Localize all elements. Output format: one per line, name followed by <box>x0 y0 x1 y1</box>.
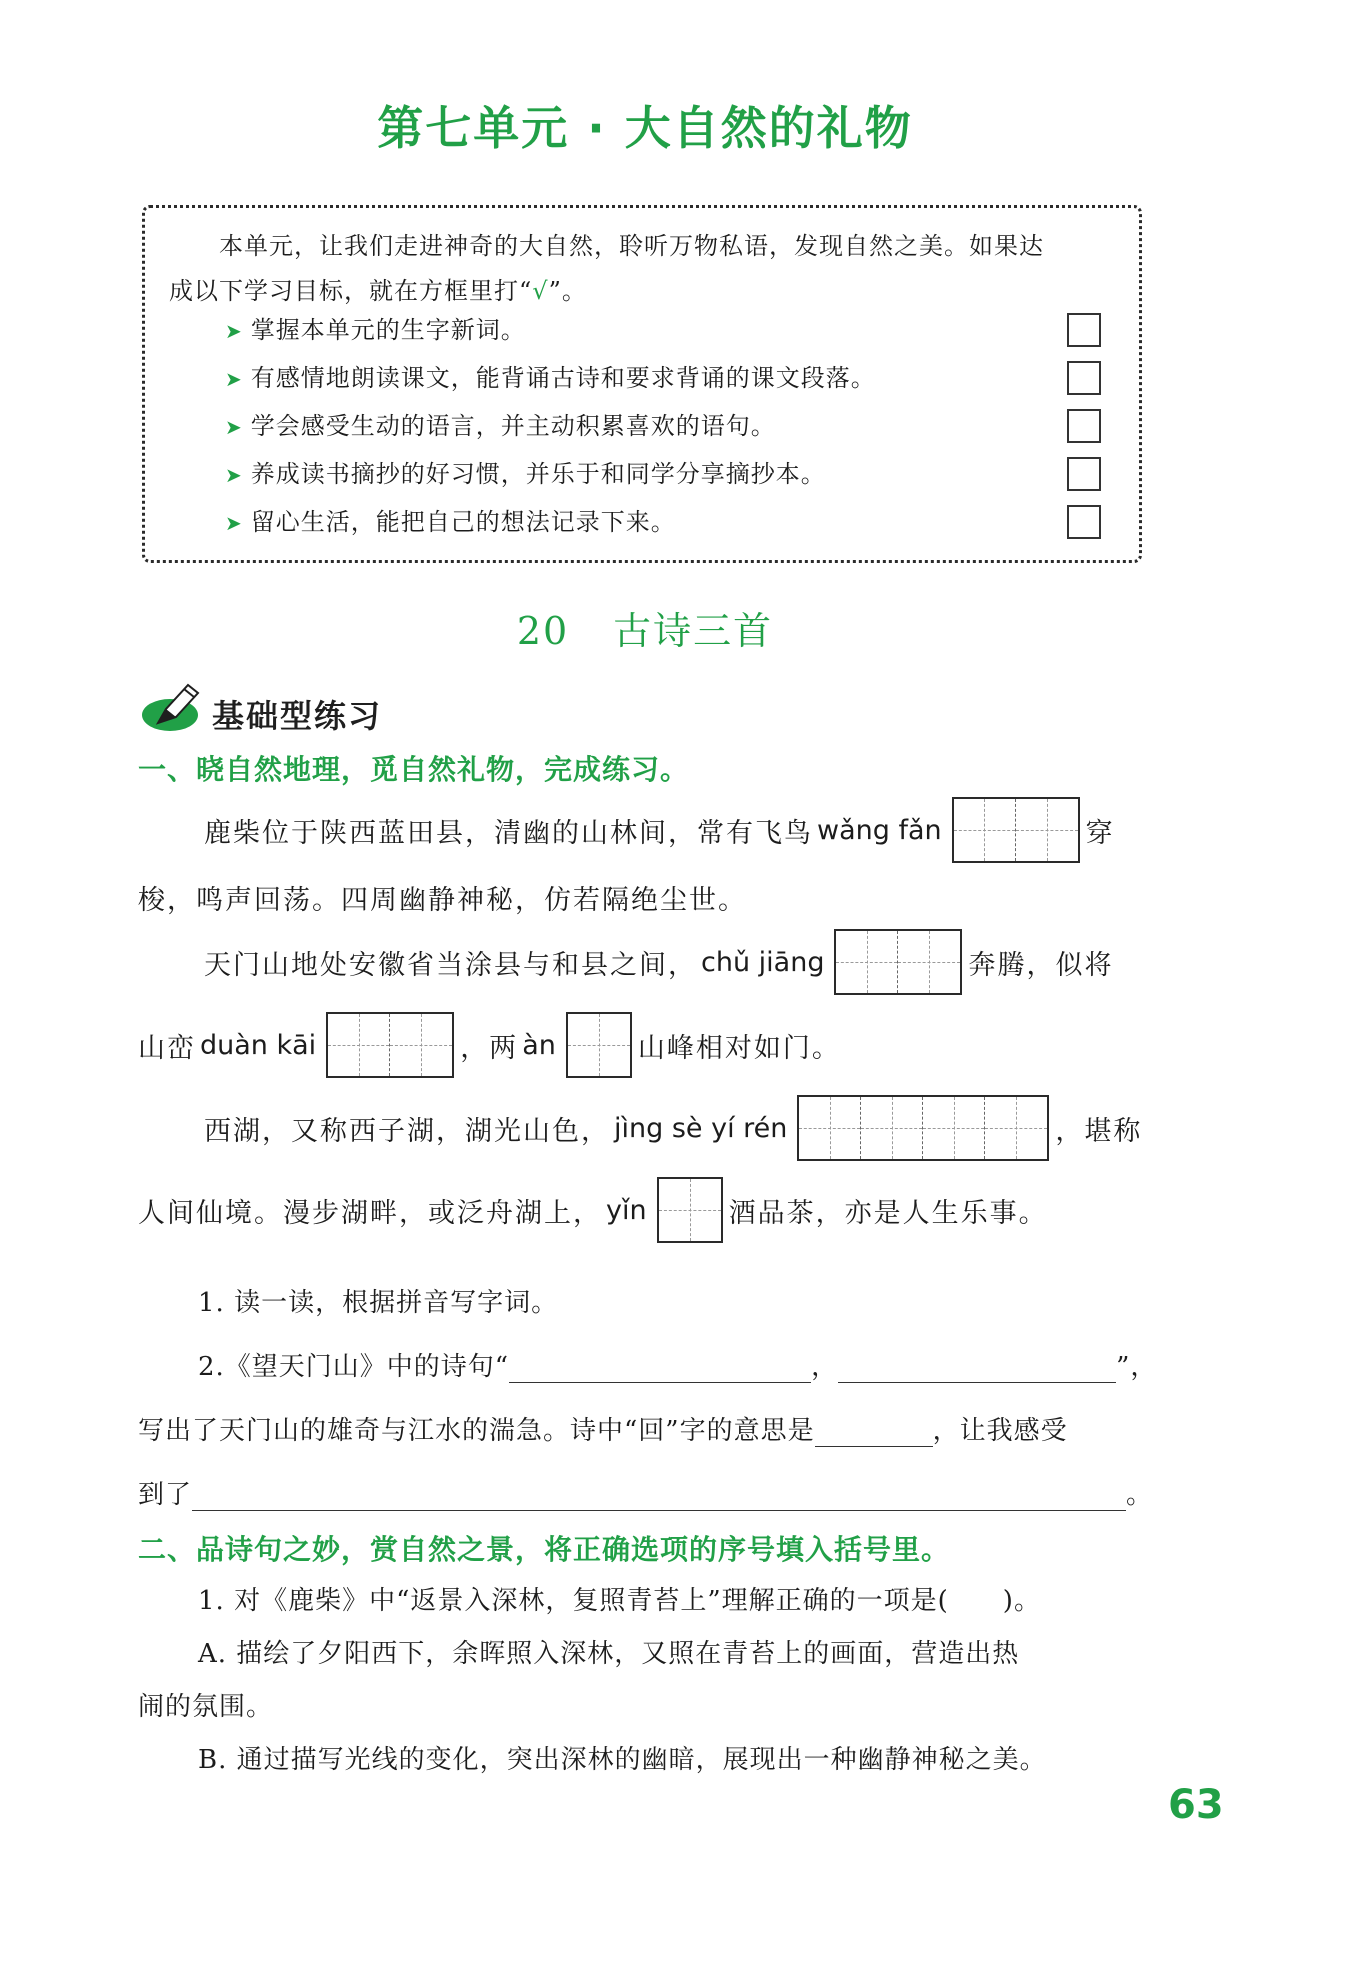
answer-grid-wangfan[interactable] <box>952 797 1080 863</box>
passage-text: 山峰相对如门。 <box>637 1032 841 1064</box>
goal-text: 留心生活，能把自己的想法记录下来。 <box>250 508 676 536</box>
arrow-icon: ➤ <box>225 511 243 535</box>
passage-text: ，堪称 <box>1055 1115 1143 1147</box>
sub-question-text: ， <box>811 1352 839 1382</box>
passage-line <box>138 929 1113 995</box>
answer-blank-feeling[interactable] <box>192 1480 1126 1511</box>
sub-question-text: ”， <box>1116 1352 1158 1382</box>
passage-text: 奔腾，似将 <box>968 949 1114 981</box>
sub-question-1: 1. 读一读，根据拼音写字词。 <box>198 1288 559 1318</box>
option-a-cont: 闹的氛围。 <box>138 1692 274 1722</box>
passage-text: 人间仙境。漫步湖畔，或泛舟湖上， <box>138 1197 602 1229</box>
answer-grid-jingseyiren[interactable] <box>797 1095 1049 1161</box>
checkmark-glyph: √ <box>532 277 549 305</box>
passage-text: 梭，鸣声回荡。四周幽静神秘，仿若隔绝尘世。 <box>138 884 747 916</box>
passage-line <box>138 1012 841 1078</box>
passage-text: 穿 <box>1085 817 1115 849</box>
goal-text: 养成读书摘抄的好习惯，并乐于和同学分享摘抄本。 <box>250 460 826 488</box>
pinyin: chǔ jiāng <box>701 946 825 978</box>
goal-checkbox[interactable] <box>1067 313 1101 347</box>
goal-item <box>225 505 676 539</box>
section-title: 基础型练习 <box>212 697 383 735</box>
sub-question-2-line3 <box>138 1474 1153 1511</box>
option-b: B. 通过描写光线的变化，突出深林的幽暗，展现出一种幽静神秘之美。 <box>198 1745 1047 1775</box>
page-number: 63 <box>1168 1782 1224 1828</box>
pinyin: duàn kāi <box>200 1029 317 1061</box>
goal-item <box>225 361 876 395</box>
sub-question-text: 写出了天门山的雄奇与江水的湍急。诗中“回”字的意思是 <box>138 1416 815 1446</box>
sub-question-text: 到了 <box>138 1480 193 1510</box>
option-a: A. 描绘了夕阳西下，余晖照入深林，又照在青苔上的画面，营造出热 <box>198 1639 1020 1669</box>
goals-intro-line1: 本单元，让我们走进神奇的大自然，聆听万物私语，发现自然之美。如果达 <box>219 232 1044 260</box>
pinyin: jìng sè yí rén <box>614 1112 788 1144</box>
passage-line <box>138 864 747 930</box>
pinyin: yǐn <box>606 1194 647 1226</box>
answer-blank-poem-line1[interactable] <box>509 1352 811 1383</box>
goals-intro <box>169 224 1129 314</box>
pinyin: wǎng fǎn <box>817 814 942 846</box>
goal-item <box>225 409 776 443</box>
question-2-stem: 1. 对《鹿柴》中“返景入深林，复照青苔上”理解正确的一项是( )。 <box>198 1586 1041 1616</box>
passage-text: 酒品茶，亦是人生乐事。 <box>728 1197 1048 1229</box>
goals-intro-line2-end: ”。 <box>548 277 587 305</box>
arrow-icon: ➤ <box>225 415 243 439</box>
goal-checkbox[interactable] <box>1067 409 1101 443</box>
sub-question-text: ，让我感受 <box>932 1416 1068 1446</box>
arrow-icon: ➤ <box>225 319 243 343</box>
passage-text: ，两 <box>460 1032 519 1064</box>
lesson-name: 古诗三首 <box>613 609 774 653</box>
passage-line <box>138 797 1115 863</box>
question-2-heading: 二、品诗句之妙，赏自然之景，将正确选项的序号填入括号里。 <box>138 1533 951 1566</box>
question-1-heading: 一、晓自然地理，觅自然礼物，完成练习。 <box>138 753 690 786</box>
arrow-icon: ➤ <box>225 463 243 487</box>
answer-grid-yin[interactable] <box>657 1177 723 1243</box>
passage-text: 山峦 <box>138 1032 196 1064</box>
passage-line <box>138 1095 1142 1161</box>
passage-text: 天门山地处安徽省当涂县与和县之间， <box>204 949 697 981</box>
lesson-title <box>0 600 1290 655</box>
pencil-icon <box>140 679 204 735</box>
goals-intro-line2: 成以下学习目标，就在方框里打“ <box>169 277 533 305</box>
goal-item <box>225 313 526 347</box>
sub-question-text: 。 <box>1126 1480 1154 1510</box>
passage-line <box>138 1177 1048 1243</box>
goal-item <box>225 457 826 491</box>
goal-checkbox[interactable] <box>1067 505 1101 539</box>
answer-grid-duankai[interactable] <box>326 1012 454 1078</box>
goal-text: 有感情地朗读课文，能背诵古诗和要求背诵的课文段落。 <box>250 364 876 392</box>
goal-text: 学会感受生动的语言，并主动积累喜欢的语句。 <box>250 412 776 440</box>
goal-checkbox[interactable] <box>1067 457 1101 491</box>
answer-grid-chujiang[interactable] <box>834 929 962 995</box>
sub-question-text: 2.《望天门山》中的诗句“ <box>198 1352 510 1382</box>
goal-text: 掌握本单元的生字新词。 <box>250 316 526 344</box>
unit-title: 第七单元 · 大自然的礼物 <box>377 101 913 155</box>
learning-goals-box <box>142 205 1142 563</box>
answer-blank-poem-line2[interactable] <box>838 1352 1116 1383</box>
lesson-number: 20 <box>516 609 570 653</box>
sub-question-2 <box>198 1346 1157 1383</box>
goal-checkbox[interactable] <box>1067 361 1101 395</box>
pinyin: àn <box>522 1029 556 1061</box>
passage-text: 鹿柴位于陕西蓝田县，清幽的山林间，常有飞鸟 <box>204 817 813 849</box>
passage-text: 西湖，又称西子湖，湖光山色， <box>204 1115 610 1147</box>
answer-blank-hui-meaning[interactable] <box>815 1416 933 1447</box>
sub-question-2-line2 <box>138 1410 1068 1447</box>
arrow-icon: ➤ <box>225 367 243 391</box>
answer-grid-an[interactable] <box>566 1012 632 1078</box>
